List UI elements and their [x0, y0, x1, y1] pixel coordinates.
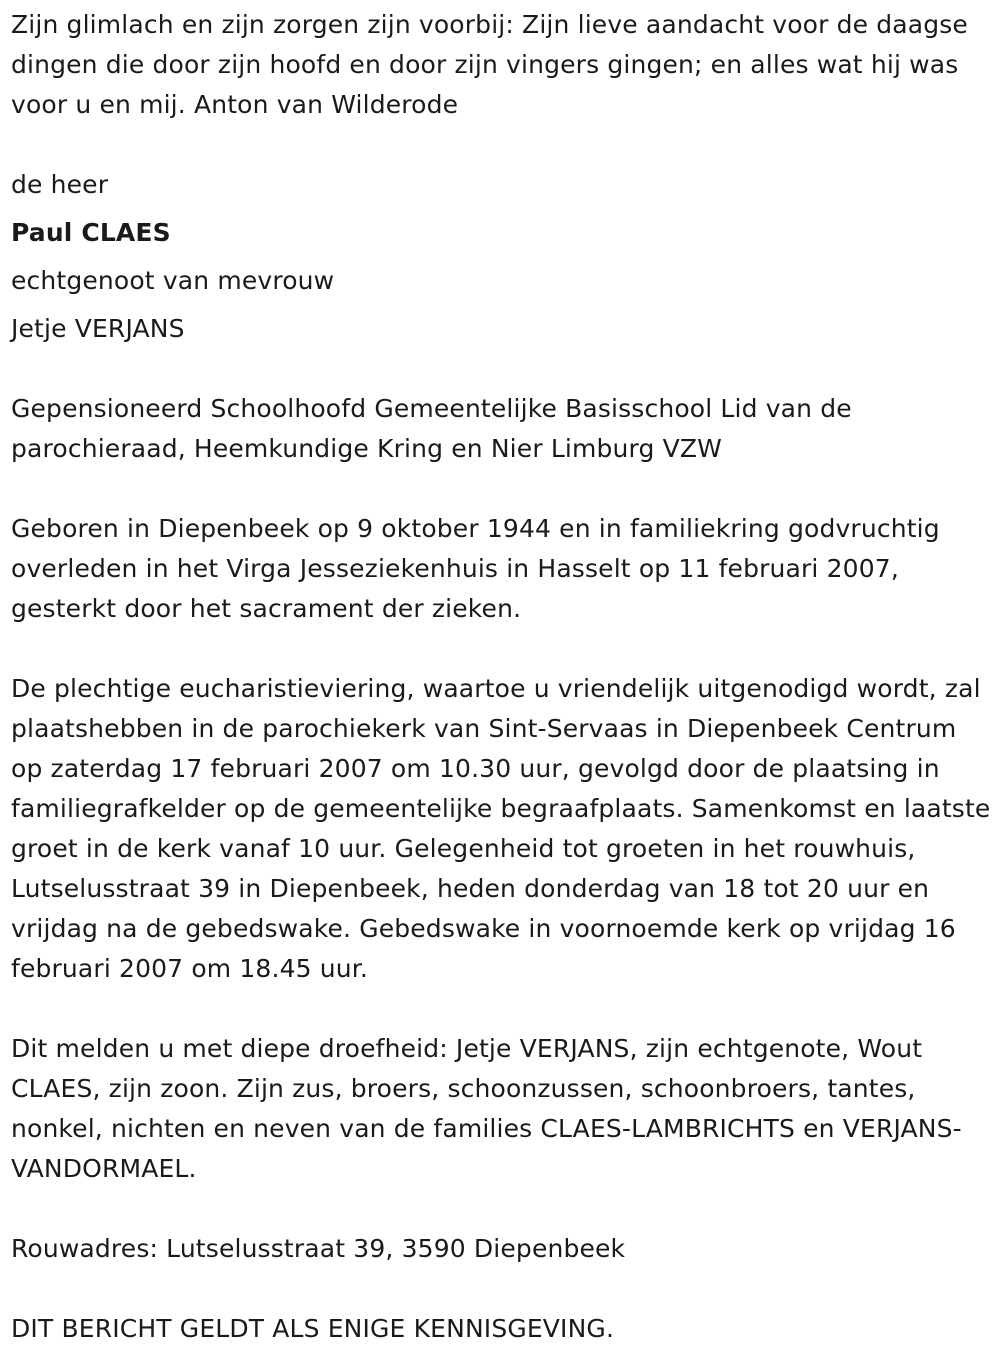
official-notice: DIT BERICHT GELDT ALS ENIGE KENNISGEVING. — [11, 1314, 615, 1343]
obituary-document — [11, 0, 991, 1349]
memorial-quote: Zijn glimlach en zijn zorgen zijn voorbij: Zijn lieve aandacht voor de daagse dingen die door zijn hoofd en door zijn vingers gingen; en alles wat hij was voor u en mij. Anton van Wilderode — [11, 10, 968, 119]
family-paragraph: Dit melden u met diepe droefheid: Jetje VERJANS, zijn echtgenote, Wout CLAES, zijn zoon. Zijn zus, broers, schoonzussen, schoonbroers, tantes, nonkel, nichten en neven van de families CLAES-LAMBRICHTS en VERJANS-VANDORMAEL. — [11, 1034, 962, 1183]
ceremony-paragraph: De plechtige eucharistieviering, waartoe u vriendelijk uitgenodigd wordt, zal plaatshebben in de parochiekerk van Sint-Servaas in Diepenbeek Centrum op zaterdag 17 februari 2007 om 10.30 uur, gevolgd door de plaatsing in familiegrafkelder op de gemeentelijke begraafplaats. Samenkomst en laatste groet in de kerk vanaf 10 uur. Gelegenheid tot groeten in het rouwhuis, Lutselusstraat 39 in Diepenbeek, heden donderdag van 18 tot 20 uur en vrijdag na de gebedswake. Gebedswake in voornoemde kerk op vrijdag 16 februari 2007 om 18.45 uur. — [11, 674, 991, 983]
occupation-paragraph: Gepensioneerd Schoolhoofd Gemeentelijke Basisschool Lid van de parochieraad, Heemkundige Kring en Nier Limburg VZW — [11, 394, 852, 463]
birth-death-paragraph: Geboren in Diepenbeek op 9 oktober 1944 en in familiekring godvruchtig overleden in het Virga Jesseziekenhuis in Hasselt op 11 februari 2007, gesterkt door het sacrament der zieken. — [11, 514, 940, 623]
mourning-address: Rouwadres: Lutselusstraat 39, 3590 Diepenbeek — [11, 1234, 626, 1263]
deceased-name: Paul CLAES — [11, 218, 171, 247]
deceased-title: de heer — [11, 170, 109, 199]
spouse-intro: echtgenoot van mevrouw — [11, 266, 335, 295]
spouse-name: Jetje VERJANS — [11, 314, 185, 343]
